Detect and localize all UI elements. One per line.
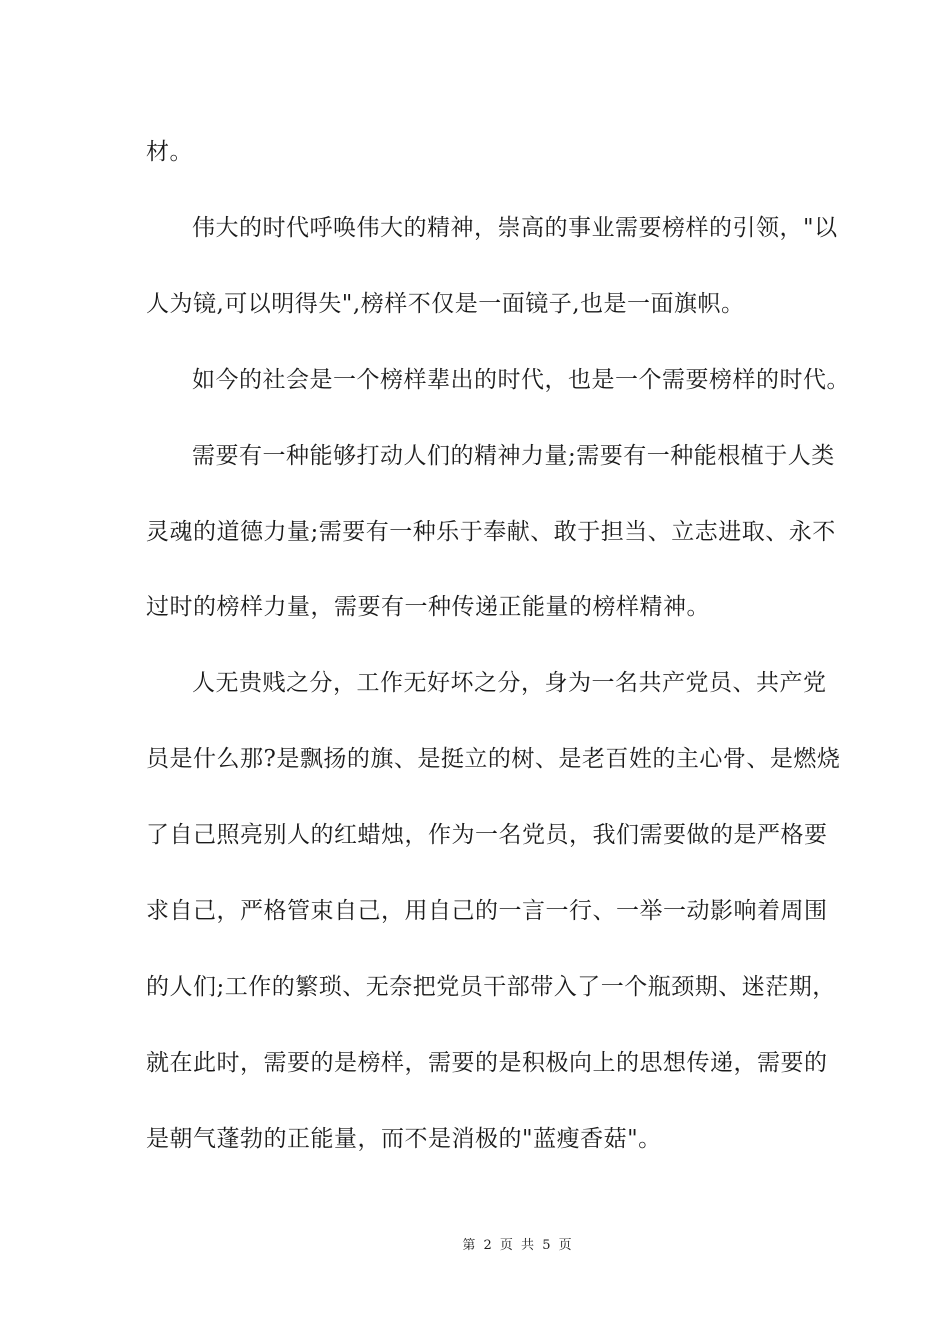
text-line: 过时的榜样力量，需要有一种传递正能量的榜样精神。 bbox=[146, 594, 710, 620]
text-line: 员是什么那?是飘扬的旗、是挺立的树、是老百姓的主心骨、是燃烧 bbox=[146, 746, 841, 772]
text-line: 灵魂的道德力量;需要有一种乐于奉献、敢于担当、立志进取、永不 bbox=[146, 519, 836, 545]
text-line: 人无贵贱之分，工作无好坏之分，身为一名共产党员、共产党 bbox=[192, 670, 827, 696]
page-footer: 第 2 页 共 5 页 bbox=[462, 1238, 574, 1253]
text-line: 是朝气蓬勃的正能量，而不是消极的"蓝瘦香菇"。 bbox=[146, 1126, 662, 1152]
text-line: 伟大的时代呼唤伟大的精神，崇高的事业需要榜样的引领，"以 bbox=[192, 215, 838, 241]
text-line: 材。 bbox=[146, 139, 193, 165]
text-line: 如今的社会是一个榜样辈出的时代，也是一个需要榜样的时代。 bbox=[192, 367, 850, 393]
text-line: 了自己照亮别人的红蜡烛，作为一名党员，我们需要做的是严格要 bbox=[146, 822, 828, 848]
text-line: 求自己，严格管束自己，用自己的一言一行、一举一动影响着周围 bbox=[146, 898, 828, 924]
text-line: 人为镜,可以明得失",榜样不仅是一面镜子,也是一面旗帜。 bbox=[146, 291, 745, 317]
text-line: 需要有一种能够打动人们的精神力量;需要有一种能根植于人类 bbox=[192, 443, 835, 469]
text-line: 就在此时，需要的是榜样，需要的是积极向上的思想传递，需要的 bbox=[146, 1050, 828, 1076]
text-line: 的人们;工作的繁琐、无奈把党员干部带入了一个瓶颈期、迷茫期， bbox=[146, 974, 836, 1000]
